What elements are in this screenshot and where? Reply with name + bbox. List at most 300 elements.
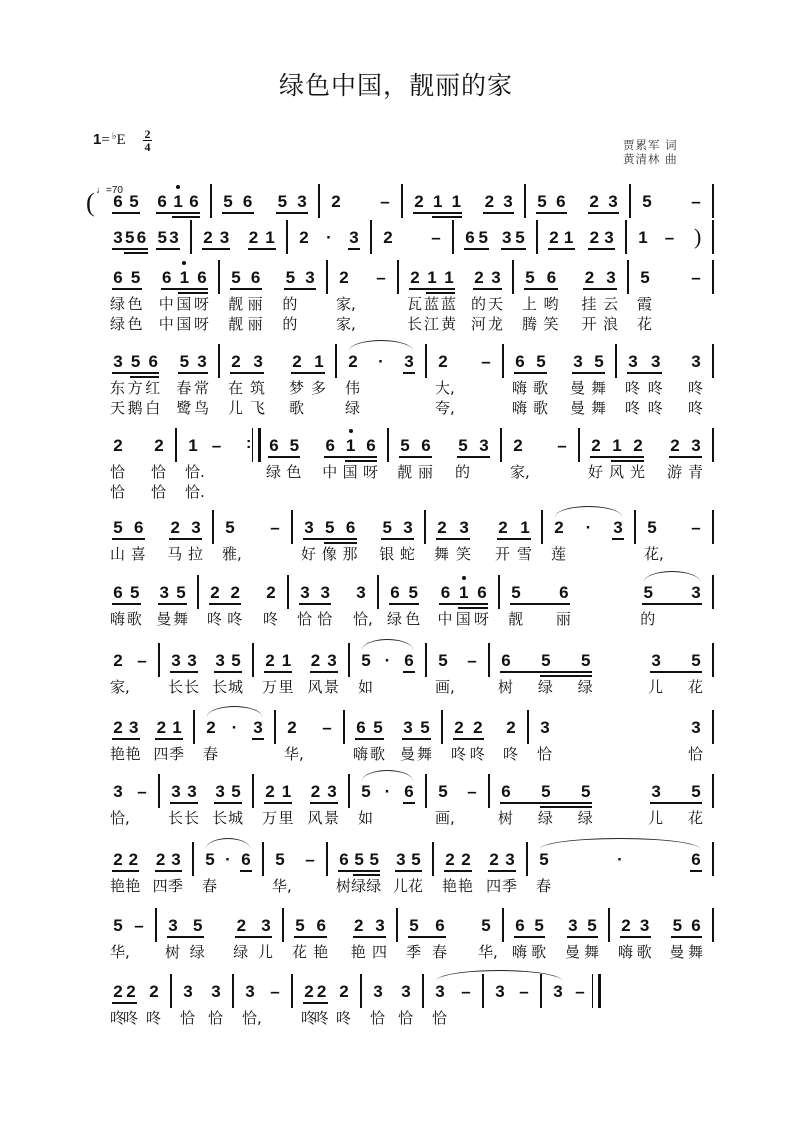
eighth-beam — [627, 372, 662, 374]
eighth-beam — [540, 675, 592, 677]
lyric-1: 家, — [336, 295, 356, 313]
lyric-1: 里 — [278, 809, 294, 827]
note-3: 3 — [495, 982, 505, 1001]
lyric-1: 绿 — [233, 943, 249, 961]
lyric-1: 儿 — [258, 943, 274, 961]
eighth-beam — [240, 870, 252, 872]
note-3: 3 — [171, 651, 181, 670]
eighth-beam — [514, 372, 547, 374]
note-3: 3 — [568, 916, 578, 935]
note-5: 5 — [179, 352, 190, 371]
eighth-beam — [214, 802, 242, 804]
note-2: 2 — [348, 352, 358, 371]
eighth-beam — [161, 288, 208, 290]
note-5: 5 — [541, 782, 551, 801]
note-5: 5 — [594, 352, 604, 371]
note-5: 5 — [285, 268, 296, 287]
barline — [712, 842, 714, 876]
lyric-1: 恰 — [370, 1009, 386, 1027]
note-6: 6 — [316, 916, 326, 935]
note-2: 2 — [156, 718, 167, 737]
eighth-beam — [612, 538, 624, 540]
lyric-2: 歌 — [532, 399, 548, 417]
note-2: 2 — [383, 228, 393, 247]
lyric-1: 曼 — [564, 943, 580, 961]
lyric-1: 开 — [494, 545, 510, 563]
lyric-1: 色 — [286, 463, 302, 481]
lyricist-credit: 贾累军 词 — [623, 138, 678, 152]
lyric-1: 青 — [688, 463, 704, 481]
dash-sustain: – — [557, 436, 567, 455]
eighth-beam — [483, 212, 514, 214]
note-3: 3 — [639, 916, 650, 935]
barline — [536, 220, 538, 254]
eighth-beam — [355, 738, 384, 740]
eighth-beam — [590, 456, 644, 458]
eighth-beam — [268, 456, 300, 458]
barline — [252, 774, 254, 808]
note-2: 2 — [489, 850, 499, 869]
lyric-1: 大, — [435, 379, 455, 397]
lyric-1: 花 — [688, 678, 704, 696]
eighth-beam — [588, 212, 619, 214]
barline — [175, 428, 177, 462]
note-5: 5 — [536, 352, 546, 371]
lyric-1: 风 — [307, 678, 323, 696]
note-2: 2 — [554, 518, 564, 537]
eighth-beam — [112, 1002, 137, 1004]
eighth-beam — [669, 456, 702, 458]
barline — [192, 842, 194, 876]
eighth-beam — [395, 870, 422, 872]
lyric-1: 恰 — [537, 745, 553, 763]
lyric-1: 四 — [372, 943, 388, 961]
eighth-beam — [324, 456, 377, 458]
barline — [326, 260, 328, 294]
lyric-1: 华, — [284, 745, 304, 763]
eighth-beam — [439, 603, 488, 605]
note-1: 1 — [427, 268, 437, 287]
lyric-1: 丽 — [247, 295, 263, 313]
lyric-2: 开 — [581, 315, 597, 333]
dash-sustain: – — [380, 192, 390, 211]
note-5: 5 — [289, 436, 300, 455]
note-5: 5 — [581, 651, 591, 670]
note-2: 2 — [670, 436, 680, 455]
eighth-beam — [235, 936, 272, 938]
note-2: 2 — [113, 436, 123, 455]
note-3: 3 — [168, 916, 178, 935]
dash-sustain: – — [691, 518, 701, 537]
eighth-beam — [567, 936, 598, 938]
note-5: 5 — [408, 583, 418, 602]
lyric-1: 色 — [405, 610, 421, 628]
barline — [370, 220, 372, 254]
note-2: 2 — [154, 436, 164, 455]
note-3: 3 — [608, 192, 618, 211]
lyric-1: 嗨 — [618, 943, 634, 961]
eighth-beam — [348, 248, 360, 250]
lyric-2: 靓 — [228, 315, 244, 333]
note-1: 1 — [172, 718, 182, 737]
note-5: 5 — [691, 782, 701, 801]
barline — [377, 575, 379, 609]
note-2: 2 — [292, 352, 302, 371]
note-2: 2 — [299, 228, 309, 247]
barline — [712, 643, 714, 677]
note-2: 2 — [339, 268, 349, 287]
dot-extension: · — [585, 518, 592, 537]
repeat-sign: : — [246, 435, 252, 452]
lyric-2: 鹭 — [176, 399, 192, 417]
dash-sustain: – — [467, 651, 477, 670]
lyric-1: 艳 — [125, 745, 141, 763]
note-3: 3 — [197, 352, 207, 371]
eighth-beam — [155, 870, 182, 872]
barline — [282, 908, 284, 942]
lyric-2: 浪 — [603, 315, 619, 333]
dash-sustain: – — [270, 982, 280, 1001]
slur-arc — [349, 340, 413, 351]
note-5: 5 — [458, 436, 468, 455]
lyric-1: 树 — [336, 877, 352, 895]
dash-sustain: – — [376, 268, 386, 287]
lyric-1: 绿 — [366, 877, 382, 895]
note-2: 2 — [265, 782, 275, 801]
note-1: 1 — [563, 228, 574, 247]
lyric-2: 舞 — [591, 399, 607, 417]
lyric-1: 恰 — [297, 610, 313, 628]
lyric-1: 恰 — [180, 1009, 196, 1027]
lyric-2: 咚 — [647, 399, 663, 417]
song-title: 绿色中国，靓丽的家 — [278, 71, 513, 100]
eighth-beam — [170, 802, 198, 804]
lyric-1: 风 — [307, 809, 323, 827]
note-6: 6 — [404, 782, 414, 801]
eighth-beam — [209, 603, 241, 605]
note-5: 5 — [295, 916, 305, 935]
barline — [712, 184, 714, 218]
lyric-1: 梦 — [288, 379, 304, 397]
note-6: 6 — [113, 583, 123, 602]
note-3: 3 — [373, 982, 383, 1001]
note-6: 6 — [356, 718, 366, 737]
barline — [155, 908, 157, 942]
lyric-1: 华, — [272, 877, 292, 895]
eighth-beam — [112, 738, 140, 740]
lyric-2: 龙 — [488, 315, 504, 333]
lyric-1: 国 — [176, 295, 192, 313]
dash-sustain: – — [519, 982, 529, 1001]
lyric-2: 笑 — [543, 315, 559, 333]
note-3: 3 — [215, 651, 225, 670]
eighth-beam — [473, 288, 502, 290]
dash-sustain: – — [305, 850, 315, 869]
dot-extension: · — [384, 651, 391, 670]
note-1: 1 — [314, 352, 324, 371]
note-3: 3 — [187, 782, 197, 801]
lyric-1: 绿 — [110, 295, 126, 313]
dash-sustain: – — [137, 782, 147, 801]
note-3: 3 — [327, 782, 337, 801]
dash-sustain: – — [691, 192, 701, 211]
lyric-1: 咚 — [469, 745, 485, 763]
eighth-beam — [167, 936, 204, 938]
barline — [193, 710, 195, 744]
note-6: 6 — [242, 192, 253, 211]
eighth-beam — [426, 292, 455, 294]
eighth-beam — [353, 936, 386, 938]
note-6: 6 — [162, 268, 172, 287]
barline — [232, 974, 234, 1008]
lyric-1: 靓 — [508, 610, 524, 628]
lyric-1: 艳 — [442, 877, 458, 895]
barline — [348, 774, 350, 808]
barline — [348, 643, 350, 677]
note-5: 5 — [534, 916, 544, 935]
barline — [318, 184, 320, 218]
lyric-1: 树 — [165, 943, 181, 961]
note-6: 6 — [515, 352, 525, 371]
lyric-1: 歌 — [636, 943, 652, 961]
barline — [712, 908, 714, 942]
note-6: 6 — [691, 850, 701, 869]
barline — [210, 184, 212, 218]
note-5: 5 — [130, 352, 141, 371]
note-3: 3 — [459, 518, 469, 537]
eighth-beam — [690, 870, 702, 872]
barline — [712, 575, 714, 609]
tempo-marking: ♩=70 — [96, 185, 123, 196]
eighth-beam — [536, 212, 567, 214]
lyric-1: 方 — [127, 379, 143, 397]
lyric-1: 树 — [498, 678, 514, 696]
lyric-1: 长 — [212, 678, 228, 696]
note-5: 5 — [642, 192, 652, 211]
note-5: 5 — [420, 718, 430, 737]
barline — [262, 842, 264, 876]
note-5: 5 — [373, 718, 383, 737]
lyric-1: 嗨 — [110, 610, 126, 628]
note-3: 3 — [435, 982, 445, 1001]
note-3: 3 — [606, 268, 616, 287]
note-5: 5 — [113, 916, 123, 935]
note-5: 5 — [129, 192, 139, 211]
note-2: 2 — [331, 192, 341, 211]
note-6: 6 — [390, 583, 400, 602]
eighth-beam — [432, 216, 463, 218]
note-3: 3 — [479, 436, 489, 455]
eighth-beam — [338, 870, 380, 872]
barline — [712, 710, 714, 744]
note-6: 6 — [269, 436, 279, 455]
lyric-1: 咚 — [123, 1009, 139, 1027]
lyric-1: 挂 — [581, 295, 597, 313]
lyric-1: 在 — [228, 379, 244, 397]
lyric-1: 多 — [311, 379, 327, 397]
note-1: 1 — [281, 651, 292, 670]
lyric-1: 季 — [169, 745, 185, 763]
lyric-1: 恰 — [317, 610, 333, 628]
eighth-beam — [500, 802, 592, 804]
note-5: 5 — [691, 651, 701, 670]
note-3: 3 — [553, 982, 563, 1001]
lyric-1: 季 — [168, 877, 184, 895]
note-3: 3 — [691, 718, 701, 737]
lyric-1: 呀 — [194, 295, 210, 313]
time-signature-top: 2 — [144, 127, 151, 141]
note-1: 1 — [451, 192, 462, 211]
note-3: 3 — [503, 192, 513, 211]
barline — [218, 344, 220, 378]
note-2: 2 — [354, 916, 364, 935]
lyric-1: 咚 — [263, 610, 279, 628]
note-2: 2 — [461, 850, 471, 869]
note-5: 5 — [478, 228, 489, 247]
lyric-1: 艳 — [110, 877, 126, 895]
barline — [335, 344, 337, 378]
lyric-1: 东 — [110, 379, 126, 397]
lyric-1: 绿 — [351, 877, 367, 895]
lyric-1: 国 — [342, 463, 358, 481]
eighth-beam — [112, 538, 145, 540]
lyric-2: 嗨 — [512, 399, 528, 417]
note-6: 6 — [241, 850, 251, 869]
lyric-1: 靓 — [397, 463, 413, 481]
barline — [488, 774, 490, 808]
note-5: 5 — [223, 192, 233, 211]
lyric-1: 恰, — [353, 610, 373, 628]
dot-extension: · — [225, 850, 231, 869]
lyric-1: 色 — [127, 295, 143, 313]
eighth-beam — [178, 372, 208, 374]
lyric-1: 光 — [629, 463, 645, 481]
note-1: 1 — [178, 268, 190, 288]
dash-sustain: – — [461, 982, 471, 1001]
barline — [397, 260, 399, 294]
barline — [627, 260, 629, 294]
note-6: 6 — [189, 192, 199, 211]
eighth-beam — [650, 802, 702, 804]
lyric-1: 咚 — [647, 379, 663, 397]
eighth-beam — [436, 538, 470, 540]
note-3: 3 — [403, 518, 413, 537]
eighth-beam — [222, 212, 254, 214]
note-3: 3 — [651, 782, 661, 801]
note-2: 2 — [113, 982, 123, 1001]
eighth-beam — [464, 248, 489, 250]
lyric-1: 曼 — [669, 943, 685, 961]
barline — [291, 974, 293, 1008]
lyric-1: 咚 — [313, 1009, 329, 1027]
note-5: 5 — [587, 916, 597, 935]
lyric-1: 万 — [262, 678, 278, 696]
eighth-beam — [399, 456, 432, 458]
eighth-beam — [510, 603, 570, 605]
note-5: 5 — [113, 518, 123, 537]
lyric-1: 长 — [183, 678, 199, 696]
note-6: 6 — [477, 583, 487, 602]
lyric-1: 春 — [176, 379, 192, 397]
note-2: 2 — [316, 982, 327, 1001]
eighth-beam — [650, 671, 702, 673]
lyric-1: 春 — [202, 877, 218, 895]
lyric-1: 万 — [262, 809, 278, 827]
eighth-beam — [501, 248, 526, 250]
eighth-beam — [112, 212, 140, 214]
barline — [326, 842, 328, 876]
eighth-beam — [178, 292, 208, 294]
slur-arc — [555, 506, 622, 517]
lyric-1: 长 — [168, 678, 184, 696]
barline — [625, 220, 627, 254]
lyric-1: 恰, — [242, 1009, 262, 1027]
note-3: 3 — [128, 718, 139, 737]
lyric-1: 画, — [435, 809, 455, 827]
barline — [615, 344, 617, 378]
eighth-beam — [353, 874, 380, 876]
note-3: 3 — [349, 228, 359, 247]
eighth-beam — [155, 738, 183, 740]
eighth-beam — [402, 738, 431, 740]
lyric-1: 艳 — [350, 943, 366, 961]
lyric-1: 儿 — [392, 877, 408, 895]
key-equals: = — [101, 132, 110, 148]
barline — [712, 220, 714, 254]
note-3: 3 — [604, 228, 614, 247]
note-2: 2 — [128, 850, 139, 869]
lyric-1: 咚 — [688, 379, 704, 397]
lyric-1: 树 — [498, 809, 514, 827]
note-2: 2 — [591, 436, 601, 455]
lyric-1: 哟 — [543, 295, 559, 313]
lyric-1: 银 — [379, 545, 395, 563]
slur-arc — [362, 770, 413, 781]
dash-sustain: – — [467, 782, 477, 801]
note-5: 5 — [277, 192, 288, 211]
note-6: 6 — [339, 850, 349, 869]
note-2: 2 — [454, 718, 464, 737]
lyric-1: 喜 — [130, 545, 146, 563]
lyric-1: 嗨 — [512, 943, 528, 961]
lyric-1: 蛇 — [400, 545, 416, 563]
note-6: 6 — [113, 268, 123, 287]
note-2: 2 — [473, 718, 483, 737]
lyric-2: 呀 — [194, 315, 210, 333]
note-3: 3 — [187, 651, 197, 670]
note-2: 2 — [484, 192, 495, 211]
eighth-beam — [156, 248, 180, 250]
lyric-1: 艳 — [125, 877, 141, 895]
lyric-2: 长 — [407, 315, 423, 333]
note-3: 3 — [305, 268, 315, 287]
eighth-beam — [403, 802, 415, 804]
lyric-1: 花 — [408, 877, 424, 895]
eighth-beam — [403, 671, 415, 673]
lyric-1: 那 — [342, 545, 358, 563]
lyric-1: 的 — [282, 295, 298, 313]
barline — [286, 220, 288, 254]
composer-credit: 黄清林 曲 — [623, 152, 678, 166]
credits — [623, 138, 678, 166]
note-6: 6 — [440, 583, 451, 602]
note-2: 2 — [589, 228, 600, 247]
eighth-beam — [124, 252, 148, 254]
note-3: 3 — [113, 782, 123, 801]
eighth-beam — [497, 538, 531, 540]
note-3: 3 — [320, 583, 330, 602]
note-3: 3 — [501, 228, 512, 247]
